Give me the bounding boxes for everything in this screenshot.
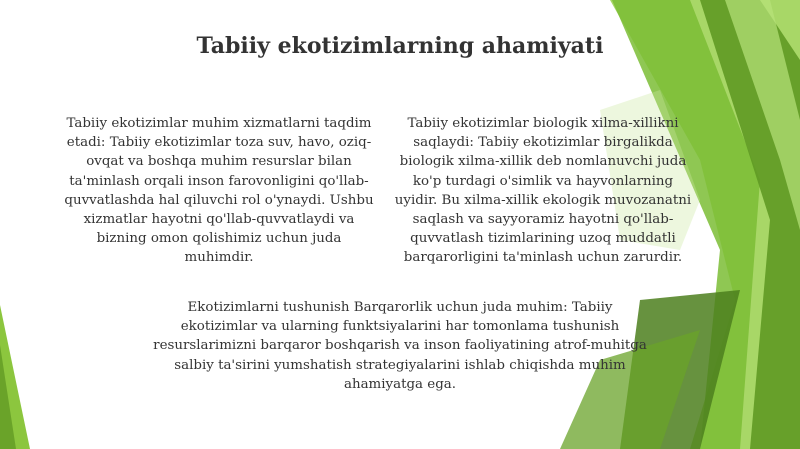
text-block-biodiversity: Tabiiy ekotizimlar biologik xilma-xillikni saqlaydi: Tabiiy ekotizimlar birgalikda biologik xilma-xillik deb nomlanuvchi juda ko'p turdagi o'simlik va hayvonlarning uyidir. Bu xilma-xillik ekologik muvozanatni saqlash va sayyoramiz hayotni qo'llab-quvvatlash tizimlarining uzoq muddatli barqarorligini ta'minlash uchun zarurdir. (394, 116, 692, 266)
text-block-ecosystem-services: Tabiiy ekotizimlar muhim xizmatlarni taqdim etadi: Tabiiy ekotizimlar toza suv, havo, oziq-ovqat va boshqa muhim resurslar bilan ta'minlash orqali inson farovonligini qo'llab-quvvatlashda hal qiluvchi rol o'ynaydi. Ushbu xizmatlar hayotni qo'llab-quvvatlaydi va bizning omon qolishimiz uchun juda muhimdir. (64, 116, 374, 266)
text-block-sustainability: Ekotizimlarni tushunish Barqarorlik uchun juda muhim: Tabiiy ekotizimlar va ularning funktsiyalarini har tomonlama tushunish resurslarimizni barqaror boshqarish va inson faoliyatining atrof-muhitga salbiy ta'sirini yumshatish strategiyalarini ishlab chiqishda muhim ahamiyatga ega. (153, 300, 647, 392)
slide-title: Tabiiy ekotizimlarning ahamiyati (196, 33, 604, 59)
